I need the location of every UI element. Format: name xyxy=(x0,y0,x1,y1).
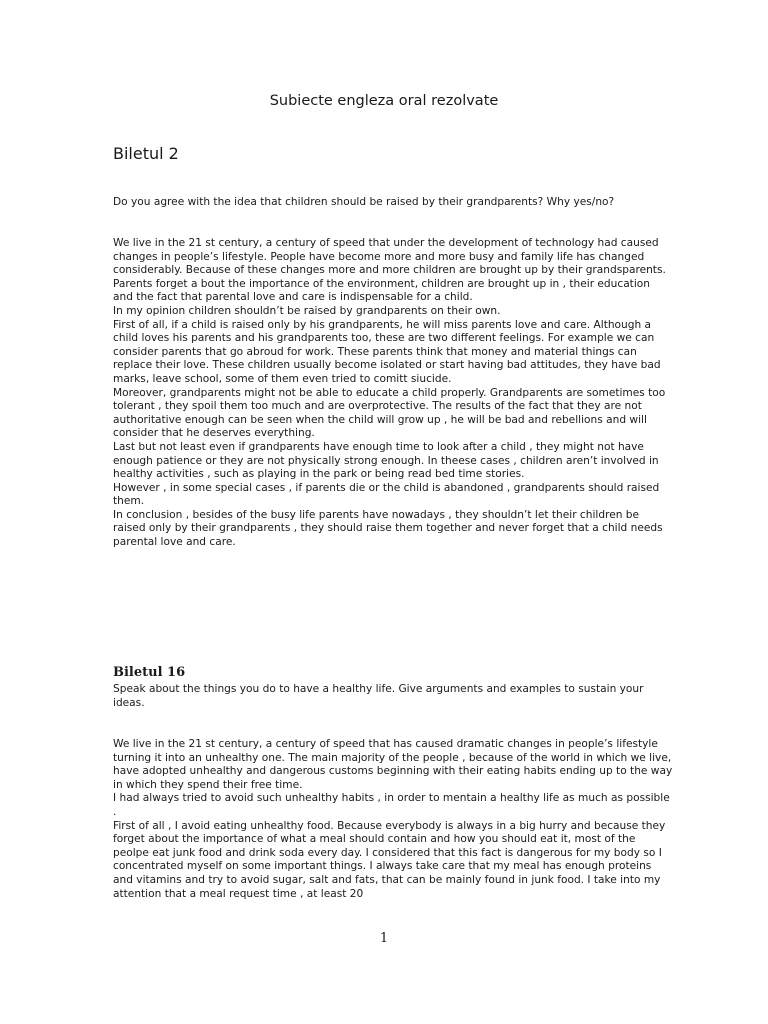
answer-paragraph: First of all, if a child is raised only by his grandparents, he will miss parents love and care. Although a child loves his parents and his grandparents too, these are two different feelings. For example we can consider parents that go abroud for work. These parents think that money and material things can replace their love. These children usually become isolated or start having bad attitudes, they have bad marks, leave school, some of them even tried to comitt siucide. xyxy=(113,318,661,385)
answer-paragraph: Last but not least even if grandparents have enough time to look after a child , they might not have enough patience or they are not physically strong enough. In theese cases , children aren’t involved in healthy activities , such as playing in the park or being read bed time stories. xyxy=(113,440,659,481)
answer-paragraph: Moreover, grandparents might not be able to educate a child properly. Grandparents are sometimes too tolerant , they spoil them too much and are overprotective. The results of the fact that they are not authoritative enough can be seen when the child will grow up , he will be bad and rebellions and will consider that he deserves everything. xyxy=(113,386,666,440)
answer-paragraph: In my opinion children shouldn’t be raised by grandparents on their own. xyxy=(113,304,501,317)
page-number: 1 xyxy=(379,931,389,946)
ticket-16-question xyxy=(113,683,673,710)
document-title: Subiecte engleza oral rezolvate xyxy=(269,93,499,109)
answer-paragraph: We live in the 21 st century, a century of speed that has caused dramatic changes in people’s lifestyle turning it into an unhealthy one. The main majority of the people , because of the world in which we live, have adopted unhealthy and dangerous customs beginning with their eating habits ending up to the way in which they spend their free time. xyxy=(113,738,673,791)
answer-paragraph: First of all , I avoid eating unhealthy food. Because everybody is always in a big hurry and because they forget about the importance of what a meal should contain and how you should eat it, most of the peolpe eat junk food and drink soda every day. I considered that this fact is dangerous for my body so I concentrated myself on some important things. I always take care that my meal has enough proteins and vitamins and try to avoid sugar, salt and fats, that can be mainly found in junk food. I take into my attention that a meal request time , at least 20 xyxy=(113,819,666,900)
ticket-16-heading: Biletul 16 xyxy=(113,665,186,680)
answer-paragraph: We live in the 21 st century, a century of speed that under the development of technology had caused changes in people’s lifestyle. People have become more and more busy and family life has changed considerably. Because of these changes more and more children are brought up by their grandsparents. Parents forget a bout the importance of the environment, children are brought up in , their education and the fact that parental love and care is indispensable for a child. xyxy=(113,237,666,304)
question-text: Speak about the things you do to have a healthy life. Give arguments and examples to sustain your ideas. xyxy=(113,683,644,709)
ticket-2-question xyxy=(113,196,673,210)
answer-paragraph: In conclusion , besides of the busy life parents have nowadays , they shouldn’t let their children be raised only by their grandparents , they should raise them together and never forget that a child needs parental love and care. xyxy=(113,508,663,549)
ticket-2-answer xyxy=(113,237,673,550)
answer-paragraph: I had always tried to avoid such unhealthy habits , in order to mentain a healthy life as much as possible . xyxy=(113,792,670,818)
ticket-2-heading: Biletul 2 xyxy=(113,144,179,163)
question-text: Do you agree with the idea that children should be raised by their grandparents? Why yes/no? xyxy=(113,196,615,208)
ticket-16-answer xyxy=(113,738,673,901)
answer-paragraph: However , in some special cases , if parents die or the child is abandoned , grandparents should raised them. xyxy=(113,481,660,508)
